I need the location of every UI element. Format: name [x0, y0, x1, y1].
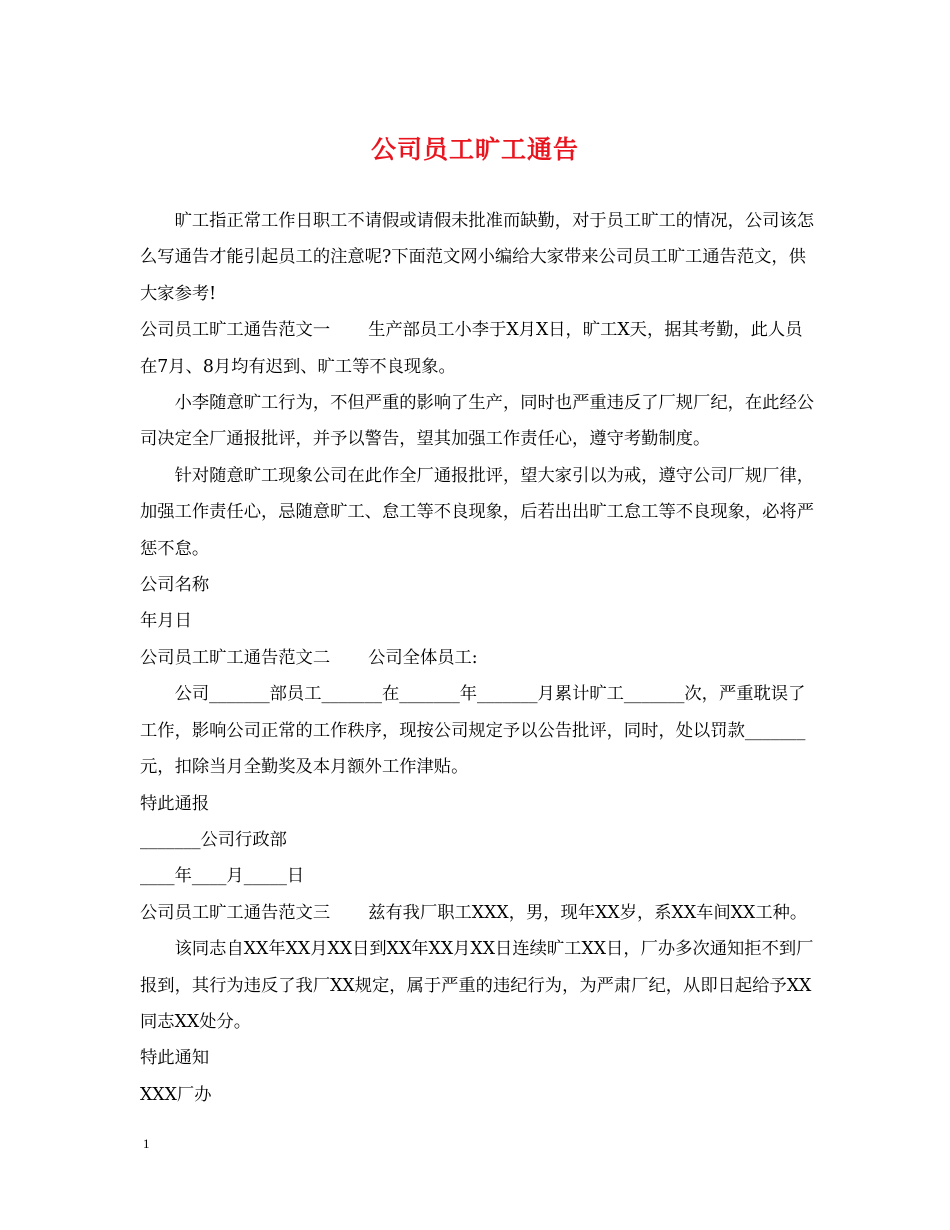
sample2-department: _______公司行政部 [140, 829, 287, 850]
sample2-first-paragraph [140, 640, 815, 676]
sample3-heading: 公司员工旷工通告范文三 [140, 902, 331, 923]
page-number: 1 [143, 1136, 150, 1151]
sample1-first-paragraph [140, 312, 815, 385]
intro-paragraph: 旷工指正常工作日职工不请假或请假未批准而缺勤，对于员工旷工的情况，公司该怎么写通告才能引起员工的注意呢?下面范文网小编给大家带来公司员工旷工通告范文，供大家参考! [140, 211, 815, 304]
sample1-paragraph-3: 针对随意旷工现象公司在此作全厂通报批评，望大家引以为戒，遵守公司厂规厂律，加强工作责任心，忌随意旷工、怠工等不良现象，后若出出旷工怠工等不良现象，必将严惩不怠。 [140, 465, 815, 559]
sample2-notice: 特此通报 [140, 793, 210, 814]
sample3-first-paragraph [140, 895, 815, 931]
sample2-heading: 公司员工旷工通告范文二 [140, 647, 331, 668]
sample1-paragraph-2: 小李随意旷工行为，不但严重的影响了生产，同时也严重违反了厂规厂纪，在此经公司决定全厂通报批评，并予以警告，望其加强工作责任心，遵守考勤制度。 [140, 393, 815, 450]
document-title: 公司员工旷工通告 [370, 135, 579, 164]
document-body [140, 203, 815, 1113]
sample2-first-text: 公司全体员工: [368, 647, 478, 668]
sample2-date: ____年____月_____日 [140, 866, 305, 887]
sample2-paragraph-2: 公司_______部员工_______在_______年_______月累计旷工_______次，严重耽误了工作，影响公司正常的工作秩序，现按公司规定予以公告批评，同时，处以罚款_______元，扣除当月全勤奖及本月额外工作津贴。 [140, 684, 806, 778]
sample3-paragraph-2: 该同志自XX年XX月XX日到XX年XX月XX日连续旷工XX日，厂办多次通知拒不到厂报到，其行为违反了我厂XX规定，属于严重的违纪行为，为严肃厂纪，从即日起给予XX同志XX处分。 [140, 939, 814, 1032]
sample1-company-name: 公司名称 [140, 575, 210, 596]
sample1-heading: 公司员工旷工通告范文一 [140, 320, 331, 341]
sample3-first-text: 兹有我厂职工XXX，男，现年XX岁，系XX车间XX工种。 [368, 902, 808, 923]
sample1-first-text: 生产部员工小李于X月X日，旷工X天，据其考勤，此人员在7月、8月均有迟到、旷工等不良现象。 [140, 320, 803, 377]
sample1-date: 年月日 [140, 611, 192, 632]
sample3-office: XXX厂办 [140, 1084, 212, 1105]
sample3-notice: 特此通知 [140, 1048, 210, 1069]
